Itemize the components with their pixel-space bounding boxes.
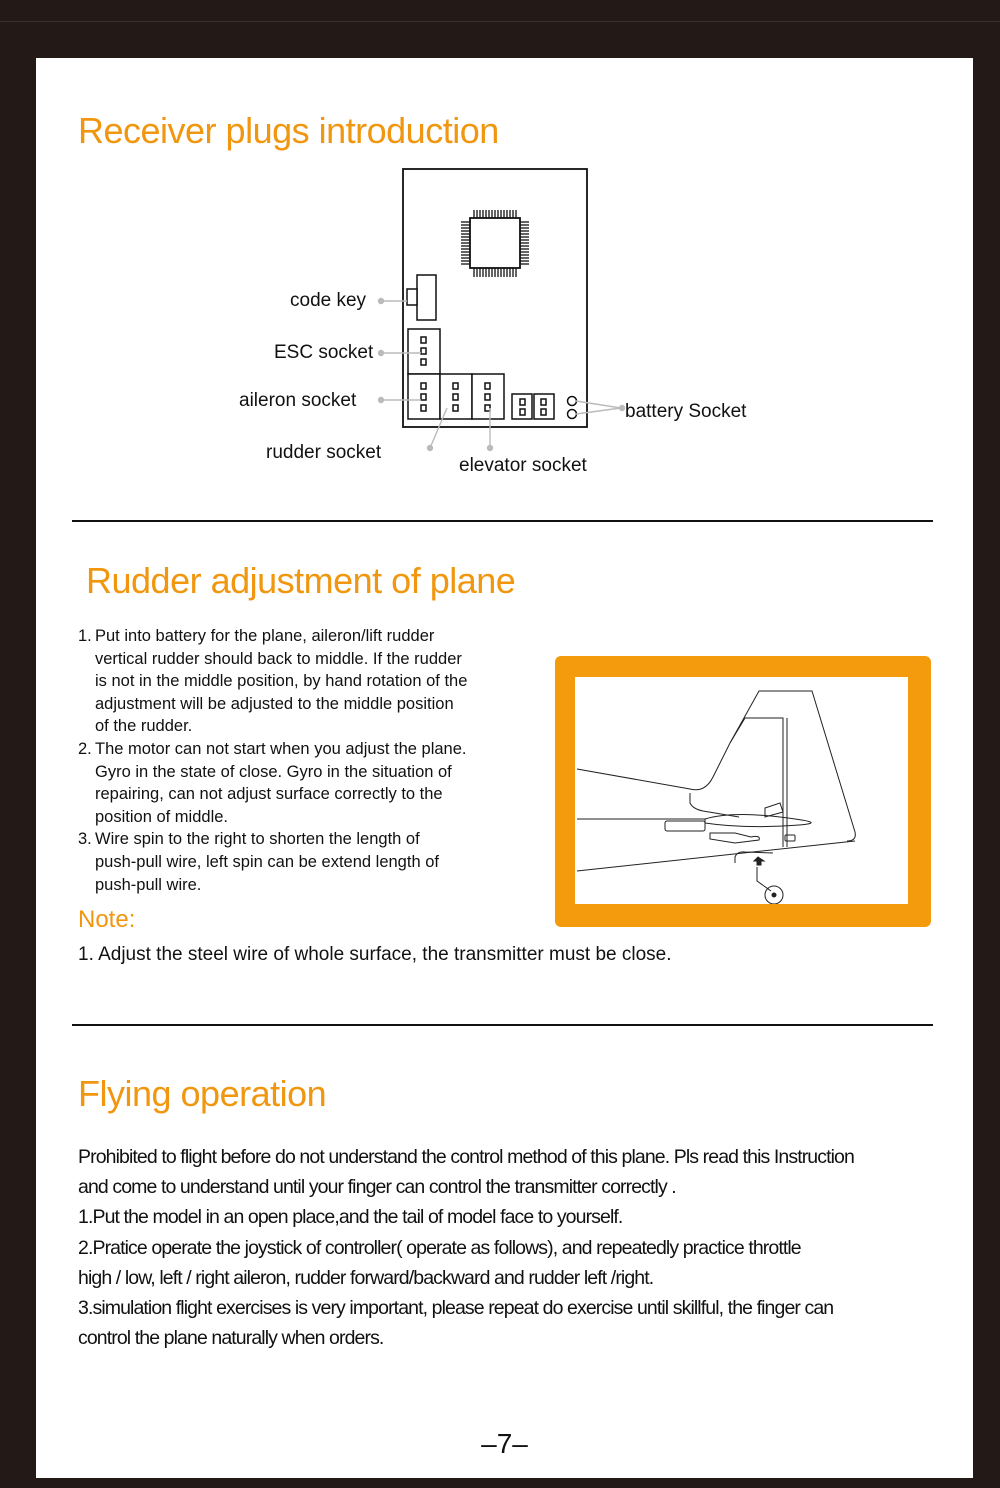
flying-line: Prohibited to flight before do not understand the control method of this plane. Pls read this Instruction bbox=[78, 1146, 854, 1168]
label-code-key: code key bbox=[290, 290, 367, 311]
flying-section-title: Flying operation bbox=[78, 1073, 327, 1114]
label-elevator-socket: elevator socket bbox=[459, 455, 587, 476]
flying-line: high / low, left / right aileron, rudder forward/backward and rudder left /right. bbox=[78, 1266, 654, 1289]
top-edge-line bbox=[0, 21, 1000, 22]
label-aileron-socket: aileron socket bbox=[239, 390, 357, 411]
tail-figure bbox=[575, 677, 908, 904]
plane-tail-illustration bbox=[575, 677, 908, 904]
rudder-steps-list bbox=[78, 625, 548, 896]
flying-line: and come to understand until your finger can control the transmitter correctly . bbox=[78, 1176, 676, 1199]
section-divider bbox=[72, 520, 933, 522]
page-number: –7– bbox=[481, 1428, 528, 1459]
rudder-step-2: 2. The motor can not start when you adjust the plane. Gyro in the state of close. Gyro in the situation of repairing, can not adjust surface correctly to the position of middle. bbox=[78, 739, 467, 826]
receiver-section-title: Receiver plugs introduction bbox=[78, 110, 499, 151]
flying-line: control the plane naturally when orders. bbox=[78, 1327, 384, 1350]
flying-instructions bbox=[78, 1142, 958, 1353]
esc-socket bbox=[408, 329, 440, 374]
rudder-section-title: Rudder adjustment of plane bbox=[86, 560, 516, 601]
flying-line: 2.Pratice operate the joystick of controller( operate as follows), and repeatedly practice throttle bbox=[78, 1236, 801, 1259]
note-title: Note: bbox=[78, 906, 136, 933]
manual-page bbox=[36, 58, 973, 1478]
label-battery-socket: battery Socket bbox=[625, 401, 747, 422]
label-rudder-socket: rudder socket bbox=[266, 442, 382, 463]
rudder-step-1: 1. Put into battery for the plane, aileron/lift rudder vertical rudder should back to middle. If the rudder is not in the middle position, by hand rotation of the adjustment will be adjusted to the middle position of the rudder. bbox=[78, 627, 468, 736]
tail-figure-frame bbox=[555, 656, 931, 927]
flying-line: 1.Put the model in an open place,and the tail of model face to yourself. bbox=[78, 1206, 623, 1229]
section-divider bbox=[72, 1024, 933, 1026]
note-text: 1. Adjust the steel wire of whole surface, the transmitter must be close. bbox=[78, 944, 672, 965]
flying-line: 3.simulation flight exercises is very important, please repeat do exercise until skillful, the finger can bbox=[78, 1297, 834, 1320]
rudder-step-3: 3. Wire spin to the right to shorten the length of push-pull wire, left spin can be extend length of push-pull wire. bbox=[78, 830, 439, 894]
label-esc-socket: ESC socket bbox=[274, 342, 374, 363]
receiver-board-diagram bbox=[36, 58, 973, 518]
